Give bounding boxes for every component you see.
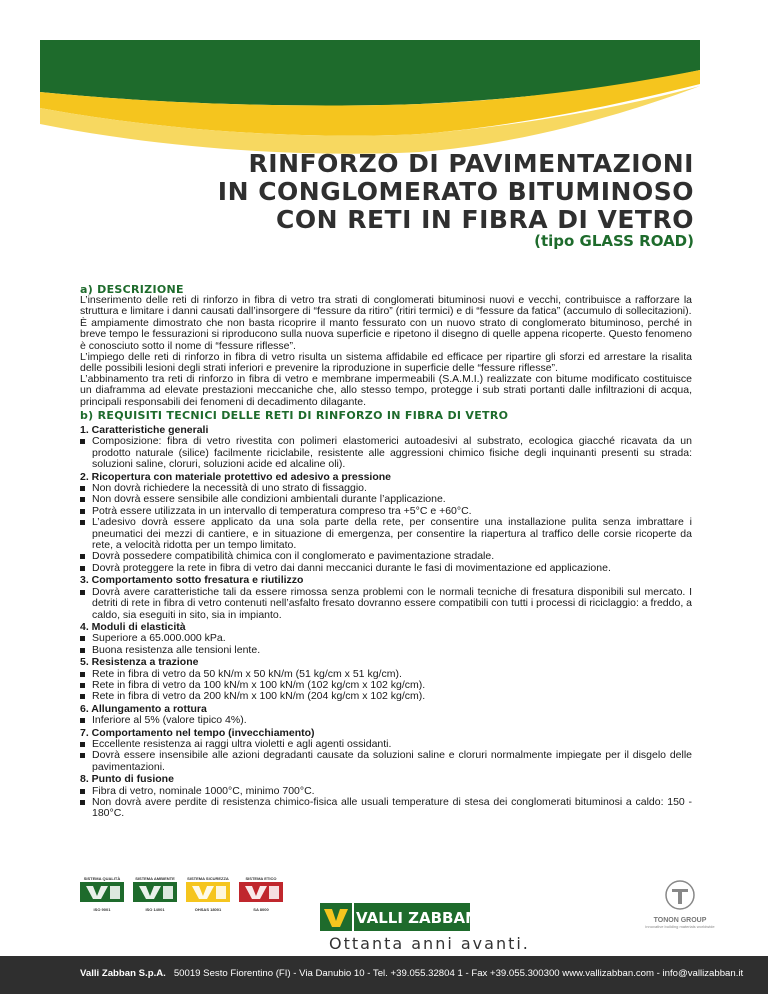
requirement-block bbox=[80, 575, 692, 621]
requirement-bullet-text: Buona resistenza alle tensioni lente. bbox=[92, 643, 261, 656]
requirement-bullet-text: Dovrà possedere compatibilità chimica con il conglomerato e pavimentazione stradale. bbox=[92, 550, 495, 563]
footer-text bbox=[80, 968, 743, 979]
tonon-group-logo bbox=[640, 880, 720, 929]
requirement-bullet-text: L’adesivo dovrà essere applicato da una sola parte della rete, per consentire una installazione pulita senza imbrattare i pneumatici dei mezzi di cantiere, e in situazione di emergenza, per consentire la riapertura al traffico delle corsie ricoperte da rete, a velocità ridotta per un tempo limitato. bbox=[92, 516, 692, 552]
footer-details: 50019 Sesto Fiorentino (FI) - Via Danubio 10 - Tel. +39.055.32804 1 - Fax +39.055.300300 www.vallizabban.com - info@vallizabban.it bbox=[173, 968, 744, 979]
requirement-bullet-text: Non dovrà essere sensibile alle condizioni ambientali durante l’applicazione. bbox=[92, 493, 446, 506]
certification-caption: SISTEMA QUALITÀ bbox=[83, 876, 121, 881]
certification-standard: OHSAS 18001 bbox=[194, 907, 222, 912]
section-a-paragraph-1: L’inserimento delle reti di rinforzo in fibra di vetro tra strati di conglomerati bituminosi nuovi e vecchi, contribuisce a rafforzare la struttura e limitare i danni causati dall’insorgere di “fessure da ritiro” (ritiri termici) e di “fessure da fatica” (accumulo di sollecitazioni). bbox=[80, 294, 692, 318]
bullet-square-icon bbox=[80, 590, 85, 595]
tonon-tagline: innovative building materials worldwide bbox=[645, 924, 715, 929]
bullet-square-icon bbox=[80, 566, 85, 571]
requirement-bullet-text: Rete in fibra di vetro da 200 kN/m x 100 kN/m (204 kg/cm x 102 kg/cm). bbox=[92, 690, 426, 703]
bullet-square-icon bbox=[80, 520, 85, 525]
requirement-heading: 4. Moduli di elasticità bbox=[80, 620, 186, 633]
certification-standard: ISO 14001 bbox=[145, 907, 165, 912]
title-line-3: CON RETI IN FIBRA DI VETRO bbox=[275, 205, 694, 234]
bullet-square-icon bbox=[80, 800, 85, 805]
requirement-heading: 5. Resistenza a trazione bbox=[80, 656, 199, 669]
header-swoosh-graphic bbox=[0, 0, 768, 160]
requirement-bullet-item bbox=[80, 750, 692, 773]
document-subtitle: (tipo GLASS ROAD) bbox=[534, 232, 694, 250]
requirement-bullet-text: Rete in fibra di vetro da 100 kN/m x 100 kN/m (102 kg/cm x 102 kg/cm). bbox=[92, 678, 426, 691]
requirement-block bbox=[80, 622, 692, 656]
requirement-bullet-text: Superiore a 65.000.000 kPa. bbox=[92, 632, 226, 645]
requirement-bullet-text: Potrà essere utilizzata in un intervallo di temperatura compreso tra +5°C e +60°C. bbox=[92, 504, 472, 517]
tonon-name: TONON GROUP bbox=[653, 917, 707, 924]
requirement-bullet-item bbox=[80, 517, 692, 551]
bullet-square-icon bbox=[80, 694, 85, 699]
certification-standard: SA 8000 bbox=[253, 907, 269, 912]
certification-standard: ISO 9001 bbox=[93, 907, 111, 912]
requirement-heading: 6. Allungamento a rottura bbox=[80, 702, 207, 715]
requirement-bullet-text: Fibra di vetro, nominale 1000°C, minimo 700°C. bbox=[92, 784, 315, 797]
bullet-square-icon bbox=[80, 672, 85, 677]
requirement-heading: 3. Comportamento sotto fresatura e riutilizzo bbox=[80, 574, 304, 587]
requirement-heading: 8. Punto di fusione bbox=[80, 773, 174, 786]
requirement-bullet-text: Dovrà essere insensibile alle azioni degradanti causate da soluzioni saline e cloruri normalmente impiegate per il disgelo delle pavimentazioni. bbox=[92, 749, 692, 773]
section-a-text bbox=[80, 295, 692, 375]
requirement-bullet-text: Dovrà proteggere la rete in fibra di vetro dai danni meccanici durante le fasi di movimentazione ed applicazione. bbox=[92, 561, 611, 574]
bullet-square-icon bbox=[80, 789, 85, 794]
certification-badge bbox=[239, 876, 283, 912]
certification-badge bbox=[186, 876, 230, 912]
bullet-square-icon bbox=[80, 648, 85, 653]
requirement-bullet-item bbox=[80, 691, 692, 702]
bullet-square-icon bbox=[80, 742, 85, 747]
requirement-block bbox=[80, 425, 692, 471]
certification-caption: SISTEMA SICUREZZA bbox=[187, 876, 229, 881]
requirement-bullet-item bbox=[80, 587, 692, 621]
section-a-paragraph-3: L’impiego delle reti di rinforzo in fibra di vetro risulta un sistema affidabile ed efficace per ripartire gli sforzi ed arrestare la risalita delle possibili lesioni degli strati inferiori e prevenire la riproduzione in superficie delle “fessure riflesse”. bbox=[80, 351, 692, 375]
certification-caption: SISTEMA AMBIENTE bbox=[135, 876, 175, 881]
requirement-bullet-text: Inferiore al 5% (valore tipico 4%). bbox=[92, 714, 247, 727]
title-line-1: RINFORZO DI PAVIMENTAZIONI bbox=[248, 149, 694, 178]
bullet-square-icon bbox=[80, 486, 85, 491]
bullet-square-icon bbox=[80, 439, 85, 444]
requirement-heading: 7. Comportamento nel tempo (invecchiamento) bbox=[80, 726, 315, 739]
requirement-block bbox=[80, 728, 692, 774]
certification-caption: SISTEMA ETICO bbox=[245, 876, 277, 881]
requirement-bullet-text: Non dovrà avere perdite di resistenza chimico-fisica alle usuali temperature di stesa dei conglomerati bituminosi a caldo: 150 - 180°C. bbox=[92, 796, 692, 820]
requirement-block bbox=[80, 774, 692, 820]
certification-mark-icon bbox=[80, 882, 124, 902]
requirement-bullet-text: Dovrà avere caratteristiche tali da essere rimossa senza problemi con le normali tecniche di fresatura disponibili sul mercato. I detriti di rete in fibra di vetro contenuti nell’asfalto fresato dovranno essere compatibili con tutti i processi di riciclaggio: a freddo, a caldo, sia eseguiti in sito, sia in impianto. bbox=[92, 585, 692, 621]
requirement-bullet-text: Composizione: fibra di vetro rivestita con polimeri elastomerici autoadesivi al substrato, ecologica giacché ricavata da un prodotto naturale (silice) facilmente riciclabile, resistente alle aggressioni chimico fisiche degli inquinanti presenti su strada: soluzioni saline, cloruri, soluzioni acide ed alcaline oli). bbox=[92, 435, 692, 471]
requirement-bullet-text: Eccellente resistenza ai raggi ultra violetti e agli agenti ossidanti. bbox=[92, 737, 392, 750]
brand-name: VALLI ZABBAN bbox=[356, 909, 478, 927]
certification-mark-icon bbox=[239, 882, 283, 902]
certification-badge bbox=[80, 876, 124, 912]
requirement-bullet-item bbox=[80, 715, 692, 726]
requirement-heading: 1. Caratteristiche generali bbox=[80, 424, 209, 436]
requirement-bullet-text: Non dovrà richiedere la necessità di uno strato di fissaggio. bbox=[92, 482, 367, 495]
section-a-paragraph-2: È ampiamente dimostrato che non basta ricoprire il manto fessurato con un nuovo strato di conglomerato bituminoso, perché in breve tempo le fessurazioni si riproducono sulla nuova superficie e ripetono il disegno di quelle appena ricoperte. Questo fenomeno è conosciuto sotto il nome di “fessure riflesse”. bbox=[80, 316, 692, 352]
bullet-square-icon bbox=[80, 683, 85, 688]
requirement-block bbox=[80, 704, 692, 727]
bullet-square-icon bbox=[80, 497, 85, 502]
requirement-bullet-item bbox=[80, 563, 692, 574]
bullet-square-icon bbox=[80, 753, 85, 758]
certification-mark-icon bbox=[133, 882, 177, 902]
brand-slogan: Ottanta anni avanti. bbox=[329, 934, 530, 953]
bullet-square-icon bbox=[80, 509, 85, 514]
requirement-bullet-text: Rete in fibra di vetro da 50 kN/m x 50 kN/m (51 kg/cm x 51 kg/cm). bbox=[92, 667, 402, 680]
title-line-2: IN CONGLOMERATO BITUMINOSO bbox=[217, 177, 694, 206]
bullet-square-icon bbox=[80, 718, 85, 723]
requirement-bullet-item bbox=[80, 645, 692, 656]
requirement-block bbox=[80, 657, 692, 703]
footer-company: Valli Zabban S.p.A. bbox=[80, 968, 166, 979]
bullet-square-icon bbox=[80, 636, 85, 641]
bullet-square-icon bbox=[80, 554, 85, 559]
section-a-paragraph-4: L’abbinamento tra reti di rinforzo in fibra di vetro e membrane impermeabili (S.A.M.I.) realizzate con bitume modificato costituisce un diaframma ad elevate prestazioni meccaniche che, allo stesso tempo, protegge i sub strati portanti dalle infiltrazioni di acqua, principali responsabili dei fenomeni di decadimento dilagante. bbox=[80, 373, 692, 408]
document-title bbox=[218, 150, 694, 234]
tonon-t-icon bbox=[665, 880, 695, 910]
requirement-block bbox=[80, 472, 692, 575]
section-b-heading: b) REQUISITI TECNICI DELLE RETI DI RINFORZO IN FIBRA DI VETRO bbox=[80, 409, 509, 422]
requirement-heading: 2. Ricopertura con materiale protettivo ed adesivo a pressione bbox=[80, 470, 392, 483]
section-a-heading: a) DESCRIZIONE bbox=[80, 283, 184, 296]
requirement-bullet-item bbox=[80, 797, 692, 820]
footer-bar bbox=[0, 956, 768, 994]
certification-badge bbox=[133, 876, 177, 912]
requirements-list bbox=[80, 425, 692, 821]
certification-mark-icon bbox=[186, 882, 230, 902]
requirement-bullet-item bbox=[80, 436, 692, 470]
